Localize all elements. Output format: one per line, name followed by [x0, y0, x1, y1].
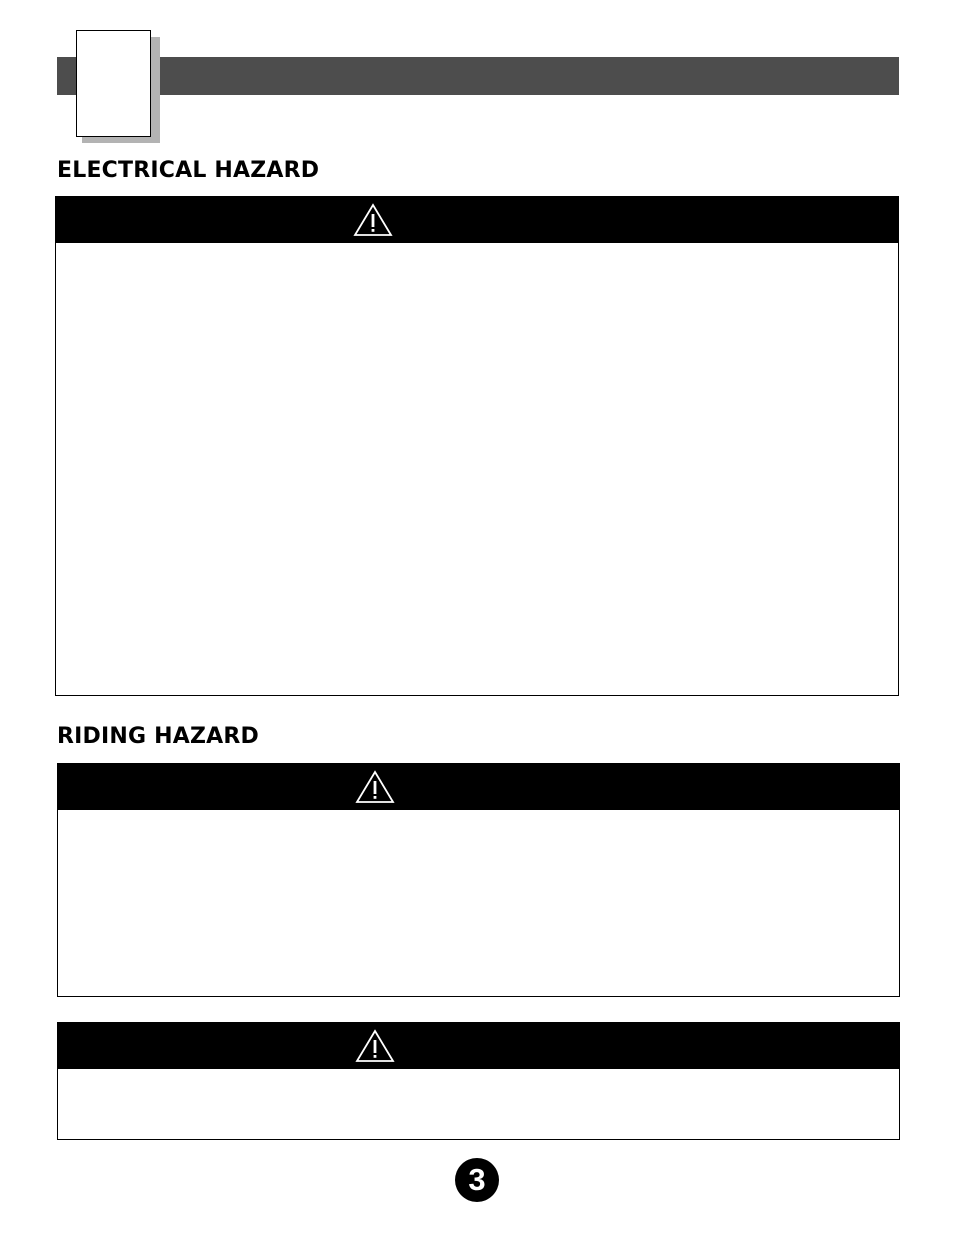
- warning-triangle-icon: [355, 770, 395, 804]
- electrical-hazard-title: ELECTRICAL HAZARD: [57, 158, 320, 183]
- warning-triangle-icon: [353, 203, 393, 237]
- electrical-warning-box: [55, 196, 899, 696]
- header-bar: [57, 57, 899, 95]
- section-tab-card: [76, 30, 151, 137]
- warning-header-band: [58, 1023, 899, 1069]
- warning-header-band: [58, 764, 899, 810]
- warning-header-band: [56, 197, 898, 243]
- riding-hazard-title: RIDING HAZARD: [57, 724, 259, 749]
- second-riding-warning-box: [57, 1022, 900, 1140]
- riding-warning-box: [57, 763, 900, 997]
- page-number-badge: 3: [455, 1158, 499, 1202]
- warning-triangle-icon: [355, 1029, 395, 1063]
